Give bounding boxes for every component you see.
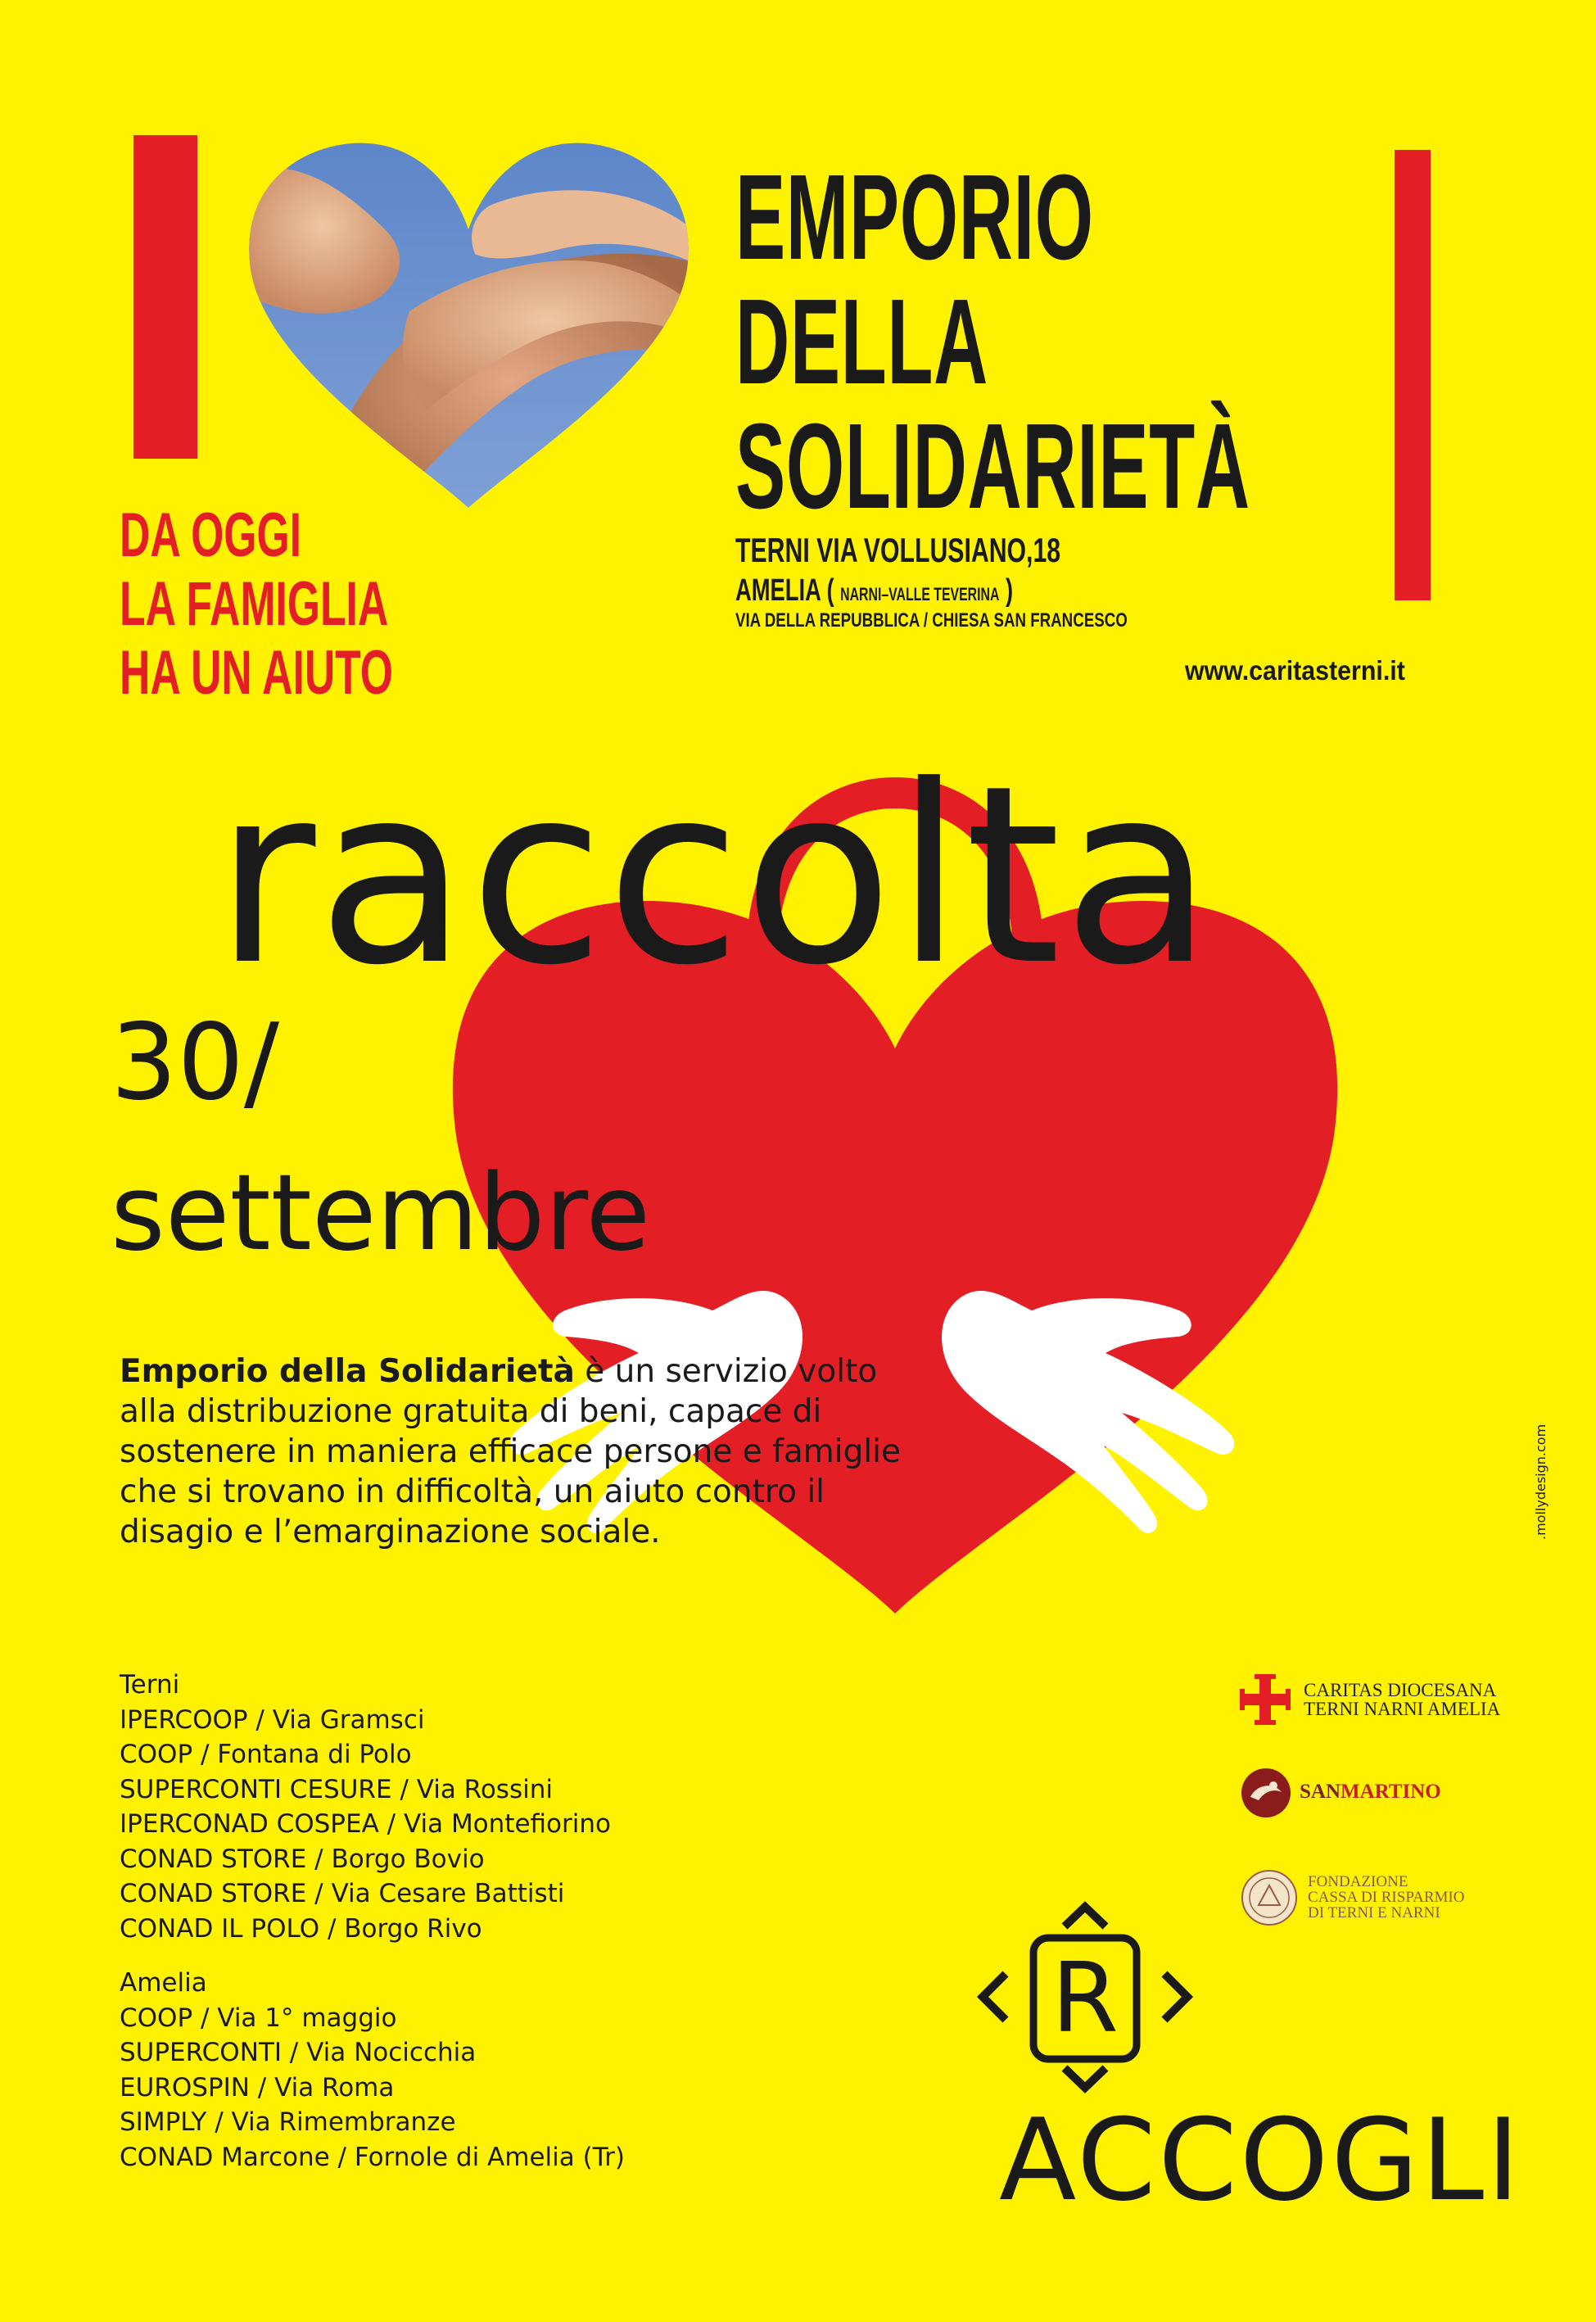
left-red-bar bbox=[133, 135, 197, 459]
list-item: EUROSPIN / Via Roma bbox=[120, 2072, 395, 2102]
fondazione-line-3: DI TERNI E NARNI bbox=[1308, 1904, 1440, 1921]
title-block bbox=[735, 150, 1566, 534]
sanmartino-name-b: MARTINO bbox=[1341, 1781, 1441, 1803]
description bbox=[120, 1351, 1053, 1552]
tagline bbox=[120, 501, 522, 708]
list-item: CONAD IL POLO / Borgo Rivo bbox=[120, 1913, 482, 1944]
address-amelia-label: AMELIA ( bbox=[735, 573, 834, 608]
list-item: SUPERCONTI CESURE / Via Rossini bbox=[120, 1774, 553, 1804]
tagline-line-1: DA OGGI bbox=[120, 500, 302, 570]
title-line-2: DELLA bbox=[735, 274, 988, 410]
title-line-1: EMPORIO bbox=[735, 150, 1094, 285]
sanmartino-emblem-icon bbox=[1241, 1768, 1291, 1818]
list-item: IPERCONAD COSPEA / Via Montefiorino bbox=[120, 1809, 611, 1839]
address-amelia-close: ) bbox=[1005, 573, 1014, 608]
accogli-letter: R bbox=[1051, 1941, 1119, 2054]
fondazione-line-1: FONDAZIONE bbox=[1308, 1873, 1408, 1890]
design-credit: .mollydesign.com bbox=[1533, 1424, 1549, 1540]
accogli-logo-mark bbox=[974, 1900, 1196, 2097]
store-list-heading: Amelia bbox=[120, 1968, 207, 1998]
sanmartino-name-a: SAN bbox=[1300, 1781, 1341, 1803]
list-item: CONAD STORE / Via Cesare Battisti bbox=[120, 1879, 565, 1908]
description-line-1: è un servizio volto bbox=[574, 1353, 878, 1390]
list-item: CONAD Marcone / Fornole di Amelia (Tr) bbox=[120, 2142, 625, 2172]
list-item: IPERCOOP / Via Gramsci bbox=[120, 1704, 425, 1735]
store-list-amelia bbox=[120, 1966, 625, 2175]
tagline-line-3: HA UN AIUTO bbox=[120, 638, 394, 708]
website-link[interactable]: www.caritasterni.it bbox=[1185, 655, 1405, 686]
store-list-heading: Terni bbox=[120, 1670, 180, 1700]
caritas-diocese: TERNI NARNI AMELIA bbox=[1304, 1699, 1501, 1719]
address-amelia bbox=[735, 573, 1013, 609]
headline-date-month: settembre bbox=[111, 1152, 651, 1274]
headline-date-day: 30/ bbox=[111, 1002, 279, 1124]
address-terni: TERNI VIA VOLLUSIANO,18 bbox=[735, 531, 1061, 569]
address-amelia-street: VIA DELLA REPUBBLICA / CHIESA SAN FRANCESCO bbox=[735, 609, 1128, 631]
title-line-3: SOLIDARIETÀ bbox=[735, 399, 1250, 534]
list-item: CONAD STORE / Borgo Bovio bbox=[120, 1844, 485, 1874]
fondazione-seal-icon bbox=[1241, 1869, 1298, 1926]
hands-photo-heart bbox=[246, 139, 692, 508]
description-line-4: che si trovano in difficoltà, un aiuto contro il bbox=[120, 1473, 825, 1510]
description-bold: Emporio della Solidarietà bbox=[120, 1353, 575, 1390]
address-amelia-note: NARNI–VALLE TEVERINA bbox=[840, 584, 1000, 604]
list-item: COOP / Via 1° maggio bbox=[120, 2003, 397, 2033]
headline-raccolta: raccolta bbox=[215, 733, 1215, 1019]
store-list-terni bbox=[120, 1668, 611, 1946]
description-line-3: sostenere in maniera efficace persone e famiglie bbox=[120, 1433, 901, 1470]
caritas-cross-icon bbox=[1237, 1671, 1294, 1728]
list-item: SIMPLY / Via Rimembranze bbox=[120, 2107, 456, 2137]
list-item: COOP / Fontana di Polo bbox=[120, 1740, 412, 1769]
list-item: SUPERCONTI / Via Nocicchia bbox=[120, 2038, 477, 2067]
description-line-5: disagio e l’emarginazione sociale. bbox=[120, 1514, 661, 1550]
caritas-name: CARITAS DIOCESANA bbox=[1304, 1680, 1497, 1700]
accogli-wordmark: ACCOGLI bbox=[999, 2094, 1522, 2226]
description-line-2: alla distribuzione gratuita di beni, capace di bbox=[120, 1393, 822, 1430]
tagline-line-2: LA FAMIGLIA bbox=[120, 569, 389, 639]
fondazione-line-2: CASSA DI RISPARMIO bbox=[1308, 1889, 1465, 1906]
